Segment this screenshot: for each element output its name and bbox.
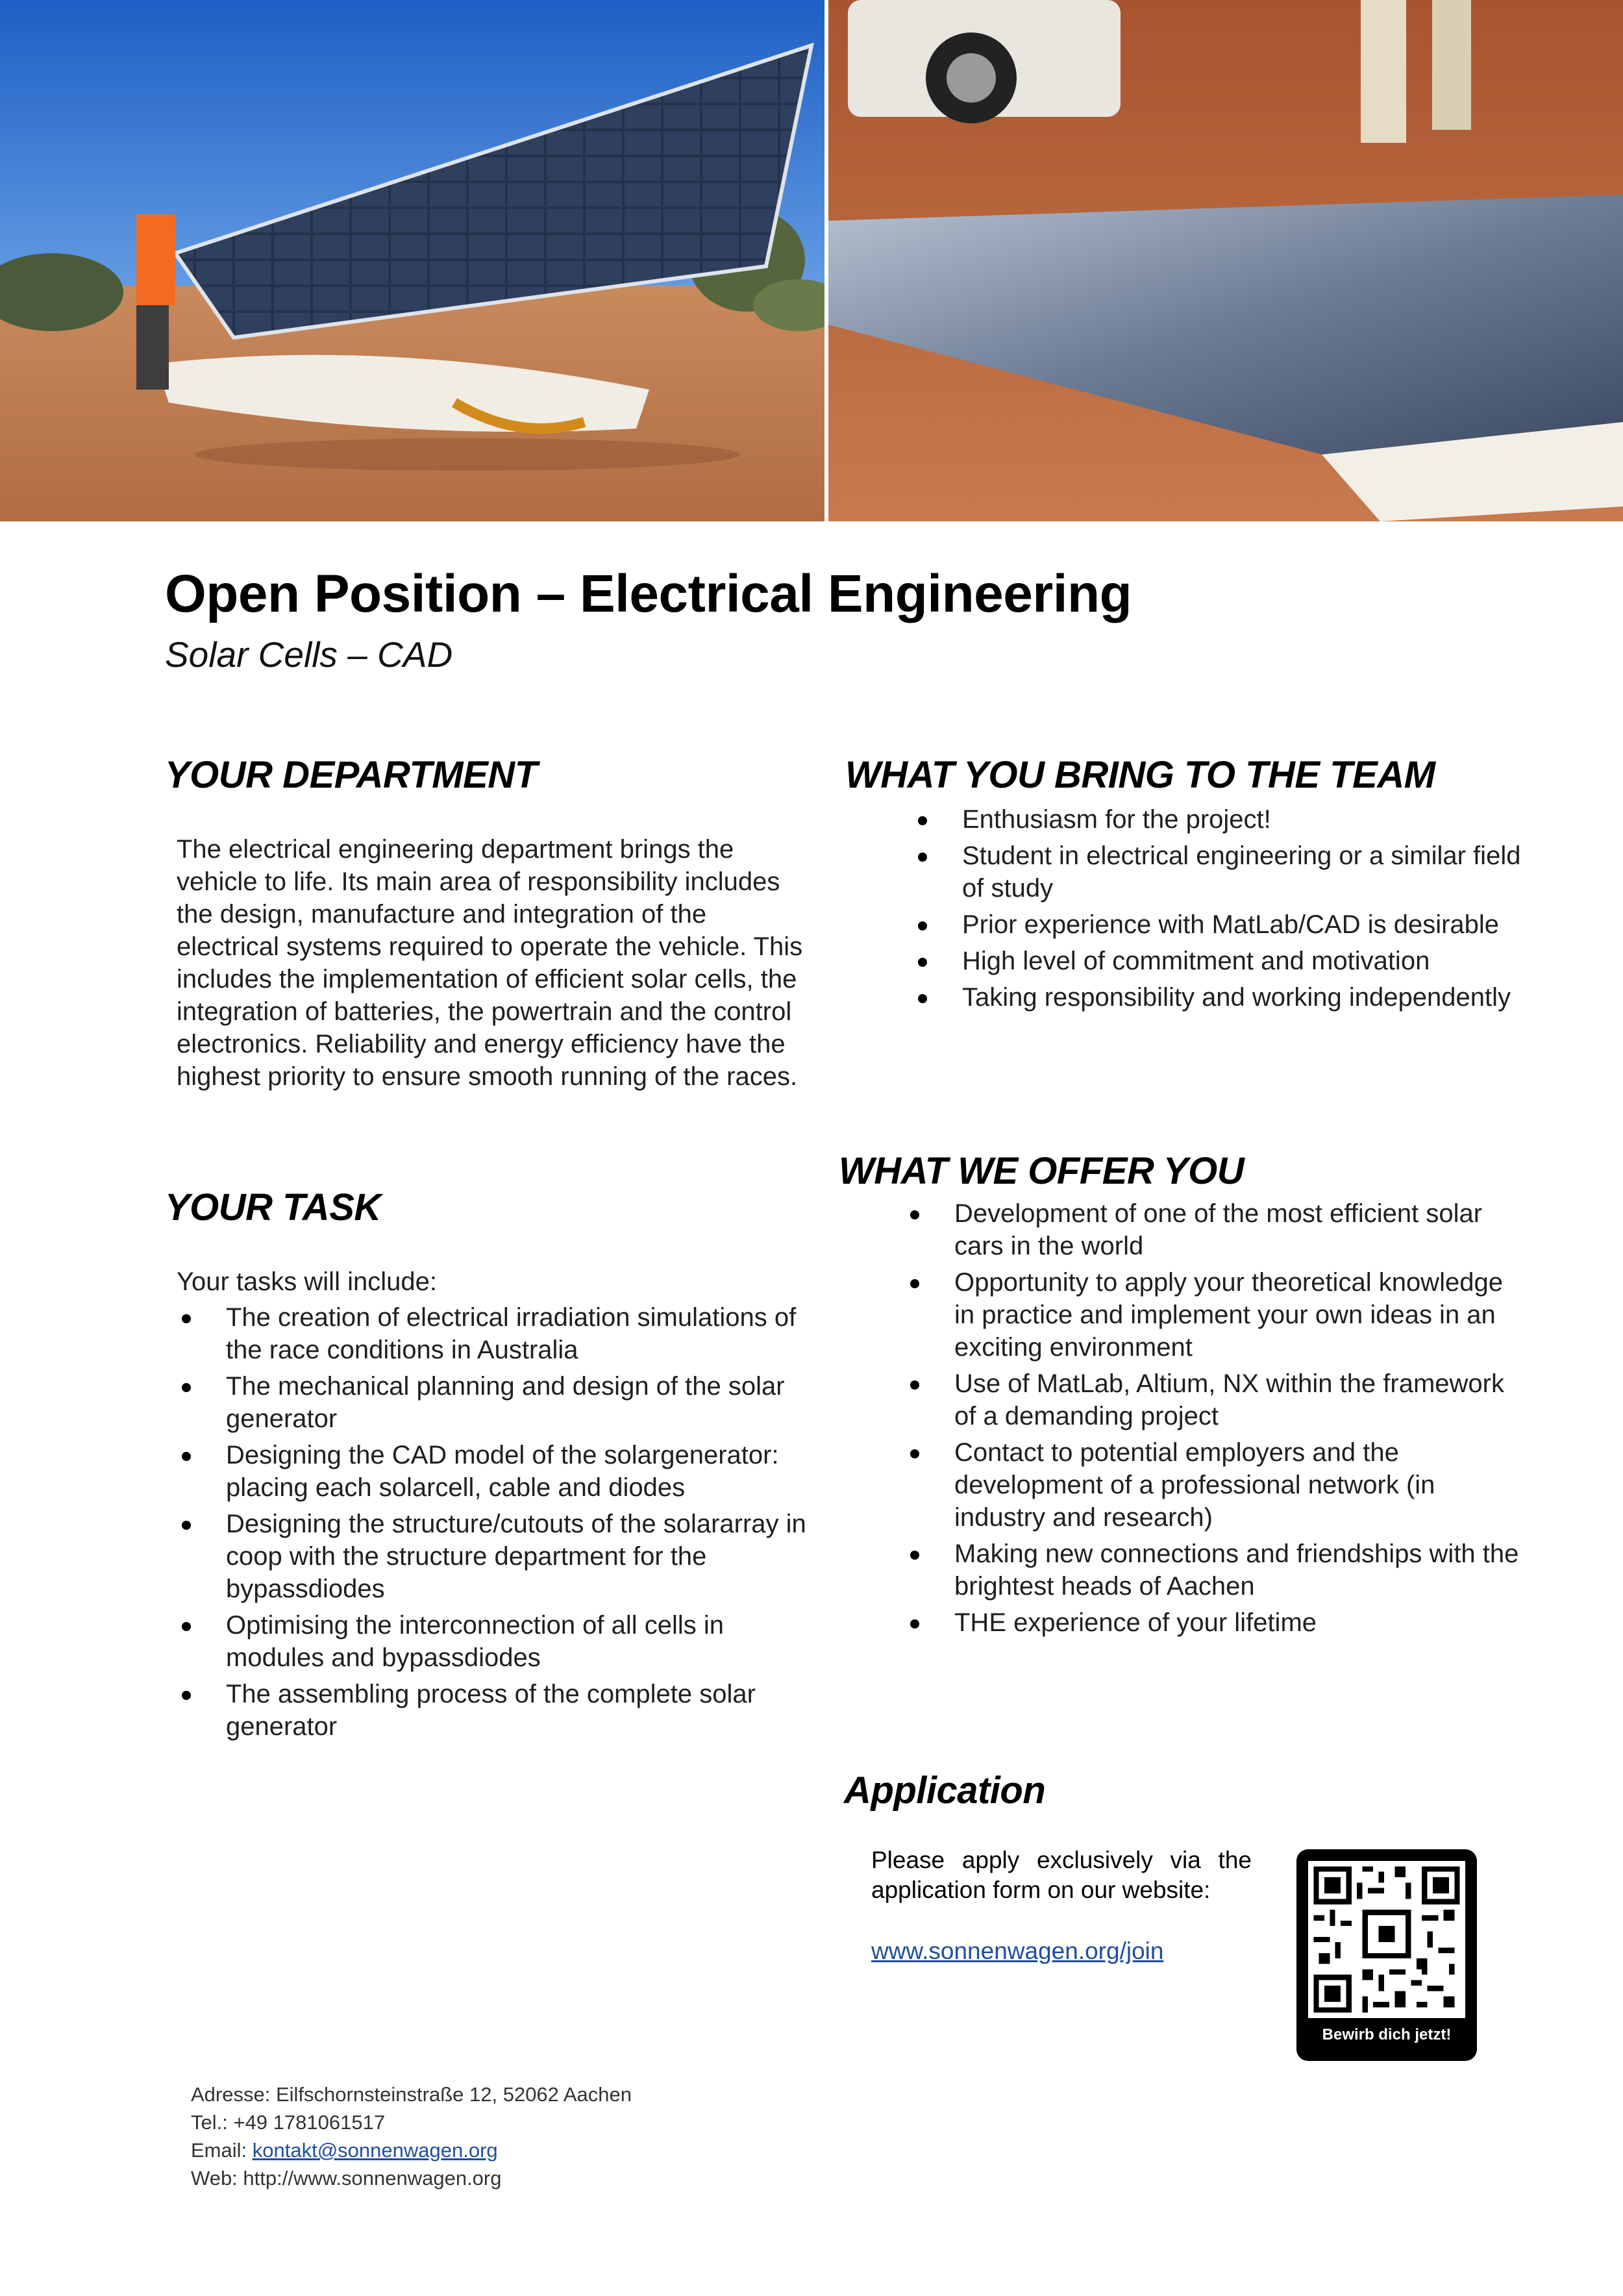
solar-car-photo-left-image bbox=[0, 0, 824, 521]
qr-code-icon bbox=[1308, 1861, 1465, 2018]
list-item: The mechanical planning and design of the solar generator bbox=[177, 1370, 813, 1435]
list-item: Contact to potential employers and the development of a professional network (in industry and research) bbox=[905, 1436, 1522, 1534]
qr-code-graphic bbox=[1308, 1861, 1465, 2018]
page-title: Open Position – Electrical Engineering bbox=[165, 564, 1132, 623]
footer-email-link[interactable]: kontakt@sonnenwagen.org bbox=[252, 2139, 498, 2162]
department-heading: YOUR DEPARTMENT bbox=[165, 754, 538, 796]
qr-caption: Bewirb dich jetzt! bbox=[1322, 2026, 1452, 2043]
task-intro: Your tasks will include: bbox=[177, 1267, 437, 1296]
footer-phone: Tel.: +49 1781061517 bbox=[191, 2111, 386, 2134]
task-heading: YOUR TASK bbox=[165, 1186, 381, 1229]
list-item: High level of commitment and motivation bbox=[913, 945, 1523, 977]
list-item: Prior experience with MatLab/CAD is desirable bbox=[913, 908, 1523, 941]
list-item: Taking responsibility and working independently bbox=[913, 981, 1523, 1014]
list-item: Opportunity to apply your theoretical knowledge in practice and implement your own ideas in an exciting environment bbox=[905, 1266, 1522, 1364]
list-item: Designing the CAD model of the solargenerator: placing each solarcell, cable and diodes bbox=[177, 1439, 813, 1504]
footer-web: Web: http://www.sonnenwagen.org bbox=[191, 2167, 502, 2190]
footer bbox=[191, 2080, 632, 2192]
application-link[interactable]: www.sonnenwagen.org/join bbox=[871, 1938, 1164, 1964]
footer-email-row bbox=[191, 2136, 632, 2164]
department-text: The electrical engineering department brings the vehicle to life. Its main area of responsibility includes the design, manufacture and integration of the electrical systems required to operate the vehicle. This includes the implementation of efficient solar cells, the integration of batteries, the powertrain and the control electronics. Reliability and energy efficiency have the highest priority to ensure smooth running of the races. bbox=[177, 835, 803, 1091]
footer-email-label: Email: bbox=[191, 2139, 253, 2162]
list-item: THE experience of your lifetime bbox=[905, 1606, 1522, 1639]
list-item: The creation of electrical irradiation simulations of the race conditions in Australia bbox=[177, 1301, 813, 1366]
list-item: The assembling process of the complete solar generator bbox=[177, 1678, 813, 1743]
list-item: Designing the structure/cutouts of the solararray in coop with the structure department for the bypassdiodes bbox=[177, 1508, 813, 1605]
offer-heading: WHAT WE OFFER YOU bbox=[839, 1150, 1245, 1192]
list-item: Enthusiasm for the project! bbox=[913, 803, 1523, 836]
list-item: Making new connections and friendships with the brightest heads of Aachen bbox=[905, 1538, 1522, 1603]
qr-code-card[interactable] bbox=[1296, 1849, 1477, 2061]
page-subtitle: Solar Cells – CAD bbox=[165, 634, 453, 675]
footer-address: Adresse: Eilfschornsteinstraße 12, 52062 Aachen bbox=[191, 2083, 632, 2106]
task-list bbox=[177, 1301, 813, 1747]
application-text: Please apply exclusively via the application form on our website: bbox=[871, 1847, 1252, 1903]
bring-list bbox=[913, 803, 1523, 1017]
list-item: Use of MatLab, Altium, NX within the framework of a demanding project bbox=[905, 1367, 1522, 1432]
list-item: Development of one of the most efficient solar cars in the world bbox=[905, 1197, 1522, 1262]
solar-panel-photo-right bbox=[828, 0, 1623, 521]
application-heading: Application bbox=[844, 1769, 1046, 1812]
bring-heading: WHAT YOU BRING TO THE TEAM bbox=[845, 754, 1435, 796]
solar-car-photo-left bbox=[0, 0, 824, 521]
offer-list bbox=[905, 1197, 1522, 1643]
solar-panel-photo-right-image bbox=[828, 0, 1623, 521]
list-item: Student in electrical engineering or a similar field of study bbox=[913, 840, 1523, 905]
list-item: Optimising the interconnection of all cells in modules and bypassdiodes bbox=[177, 1609, 813, 1674]
